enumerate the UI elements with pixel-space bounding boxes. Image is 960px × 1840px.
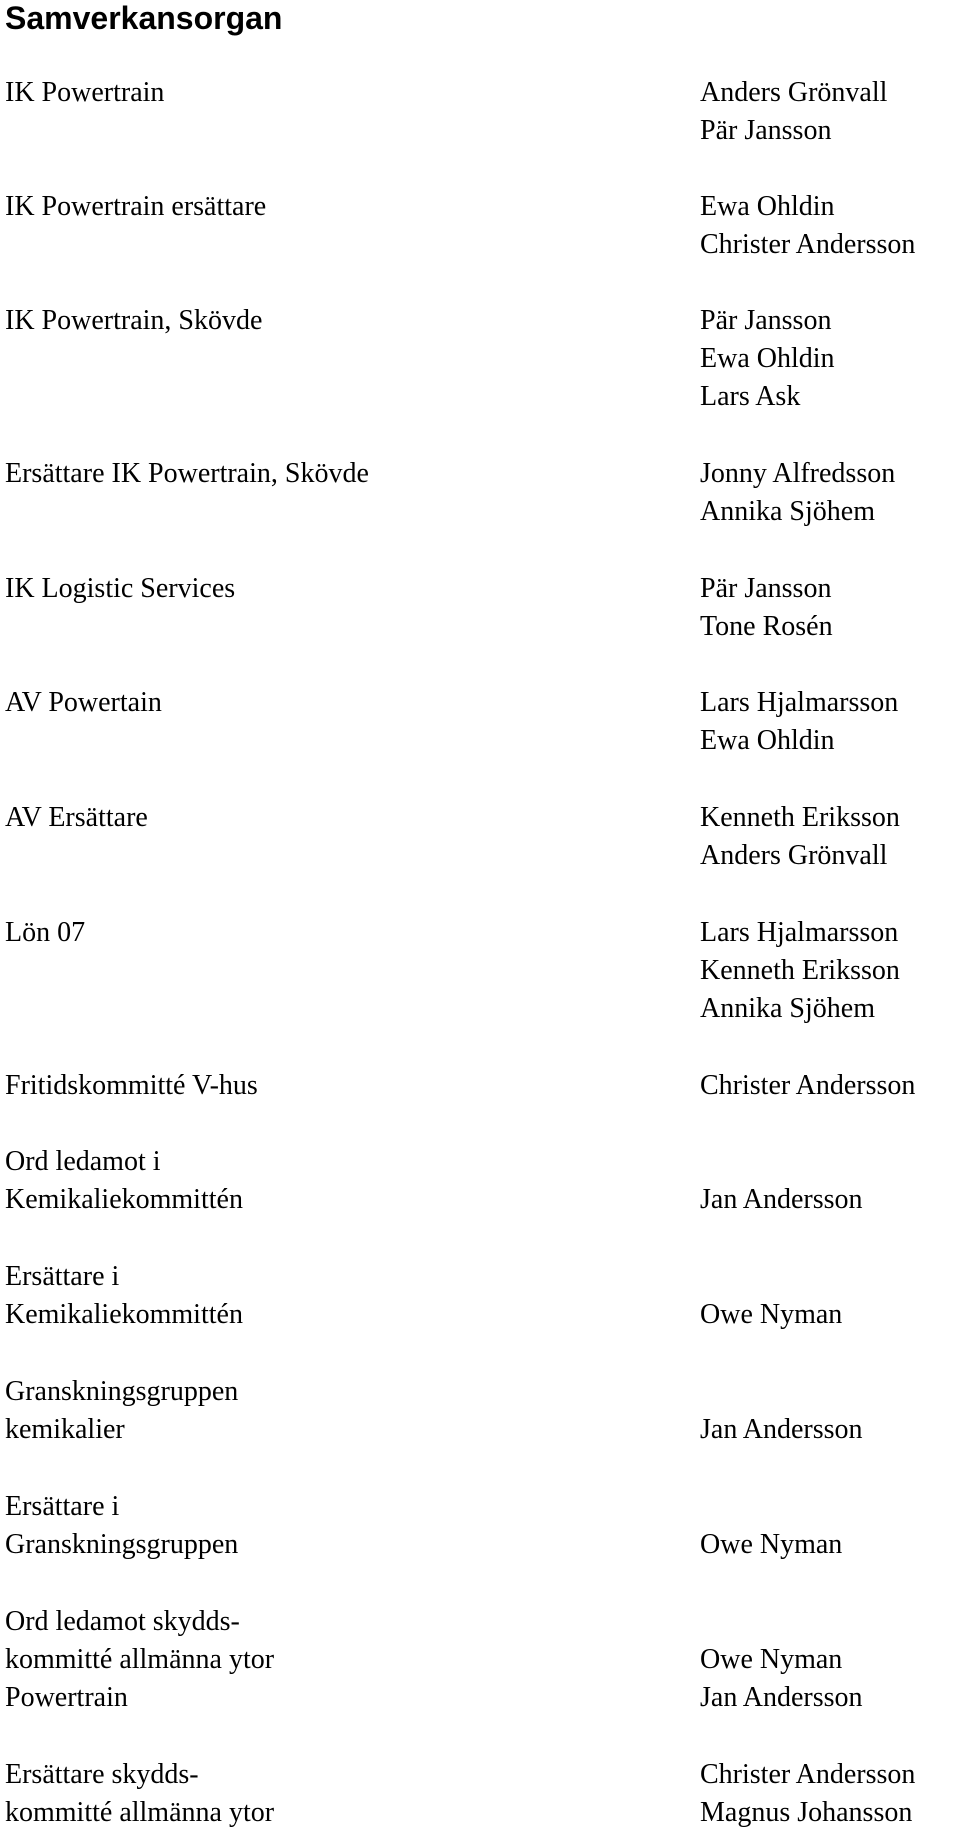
role-ersattare-granskningsgruppen xyxy=(5,1488,238,1564)
member-name: Owe Nyman xyxy=(700,1644,843,1675)
member-name: Lars Hjalmarsson xyxy=(700,687,899,718)
member-name: Pär Jansson xyxy=(700,305,832,336)
role-line: Fritidskommitté V-hus xyxy=(5,1070,258,1101)
names-ik-powertrain-ersattare xyxy=(700,188,915,264)
member-name: Anders Grönvall xyxy=(700,840,888,871)
member-name: Christer Andersson xyxy=(700,229,916,260)
role-line: kommitté allmänna ytor xyxy=(5,1644,275,1675)
names-lon-07 xyxy=(700,914,900,1028)
role-ersattare-kemikaliekommitten xyxy=(5,1258,243,1334)
names-ersattare-ik-powertrain-skovde xyxy=(700,455,895,531)
names-fritidskommitte xyxy=(700,1067,915,1105)
names-av-ersattare xyxy=(700,799,900,875)
role-line: IK Powertrain xyxy=(5,77,165,108)
role-line: Ersättare IK Powertrain, Skövde xyxy=(5,458,369,489)
role-ord-ledamot-skyddskommitte xyxy=(5,1603,274,1717)
role-line: Ord ledamot skydds- xyxy=(5,1606,240,1637)
role-line: Granskningsgruppen xyxy=(5,1376,239,1407)
role-line: IK Logistic Services xyxy=(5,573,236,604)
role-ersattare-skyddskommitte xyxy=(5,1756,274,1832)
role-line: kemikalier xyxy=(5,1414,125,1445)
member-name: Pär Jansson xyxy=(700,573,832,604)
member-name xyxy=(700,1373,863,1411)
member-name: Jan Andersson xyxy=(700,1414,863,1445)
role-line: Granskningsgruppen xyxy=(5,1529,239,1560)
role-line: Ersättare skydds- xyxy=(5,1759,199,1790)
member-name: Jonny Alfredsson xyxy=(700,458,896,489)
names-ersattare-kemikaliekommitten xyxy=(700,1258,842,1334)
role-av-ersattare xyxy=(5,799,148,837)
role-line: IK Powertrain ersättare xyxy=(5,191,267,222)
member-name: Ewa Ohldin xyxy=(700,725,835,756)
member-name: Owe Nyman xyxy=(700,1299,843,1330)
role-ord-ledamot-kemikaliekommitten xyxy=(5,1143,243,1219)
member-name: Ewa Ohldin xyxy=(700,191,835,222)
names-ik-powertrain xyxy=(700,74,887,150)
role-fritidskommitte xyxy=(5,1067,258,1105)
role-line: Ord ledamot i xyxy=(5,1146,161,1177)
role-line: kommitté allmänna ytor xyxy=(5,1797,275,1828)
role-lon-07 xyxy=(5,914,85,952)
role-ik-powertrain-ersattare xyxy=(5,188,266,226)
role-ik-logistic-services xyxy=(5,570,235,608)
role-ersattare-ik-powertrain-skovde xyxy=(5,455,369,493)
member-name: Annika Sjöhem xyxy=(700,496,875,527)
member-name: Anders Grönvall xyxy=(700,77,888,108)
member-name: Kenneth Eriksson xyxy=(700,802,900,833)
role-ik-powertrain xyxy=(5,74,164,112)
role-line: Ersättare i xyxy=(5,1261,120,1292)
member-name xyxy=(700,1258,842,1296)
role-line: Lön 07 xyxy=(5,917,86,948)
names-ersattare-skyddskommitte xyxy=(700,1756,915,1832)
names-ik-logistic-services xyxy=(700,570,833,646)
member-name: Magnus Johansson xyxy=(700,1797,913,1828)
page-title: Samverkansorgan xyxy=(5,0,283,36)
member-name: Jan Andersson xyxy=(700,1682,863,1713)
names-granskningsgruppen-kemikalier xyxy=(700,1373,863,1449)
member-name xyxy=(700,1143,863,1181)
member-name: Kenneth Eriksson xyxy=(700,955,900,986)
member-name: Christer Andersson xyxy=(700,1759,916,1790)
member-name: Lars Ask xyxy=(700,381,801,412)
member-name: Lars Hjalmarsson xyxy=(700,917,899,948)
names-ik-powertrain-skovde xyxy=(700,302,835,416)
role-line: Kemikaliekommittén xyxy=(5,1299,243,1330)
role-granskningsgruppen-kemikalier xyxy=(5,1373,238,1449)
role-line: Powertrain xyxy=(5,1682,128,1713)
member-name: Annika Sjöhem xyxy=(700,993,875,1024)
member-name xyxy=(700,1603,863,1641)
member-name: Jan Andersson xyxy=(700,1184,863,1215)
names-ersattare-granskningsgruppen xyxy=(700,1488,842,1564)
member-name: Owe Nyman xyxy=(700,1529,843,1560)
role-av-powertain xyxy=(5,684,162,722)
names-ord-ledamot-skyddskommitte xyxy=(700,1603,863,1717)
member-name xyxy=(700,1488,842,1526)
member-name: Christer Andersson xyxy=(700,1070,916,1101)
role-line: Kemikaliekommittén xyxy=(5,1184,243,1215)
member-name: Ewa Ohldin xyxy=(700,343,835,374)
member-name: Pär Jansson xyxy=(700,115,832,146)
role-ik-powertrain-skovde xyxy=(5,302,262,340)
role-line: Ersättare i xyxy=(5,1491,120,1522)
names-av-powertain xyxy=(700,684,898,760)
role-line: AV Powertain xyxy=(5,687,162,718)
names-ord-ledamot-kemikaliekommitten xyxy=(700,1143,863,1219)
role-line: IK Powertrain, Skövde xyxy=(5,305,263,336)
member-name: Tone Rosén xyxy=(700,611,833,642)
role-line: AV Ersättare xyxy=(5,802,148,833)
